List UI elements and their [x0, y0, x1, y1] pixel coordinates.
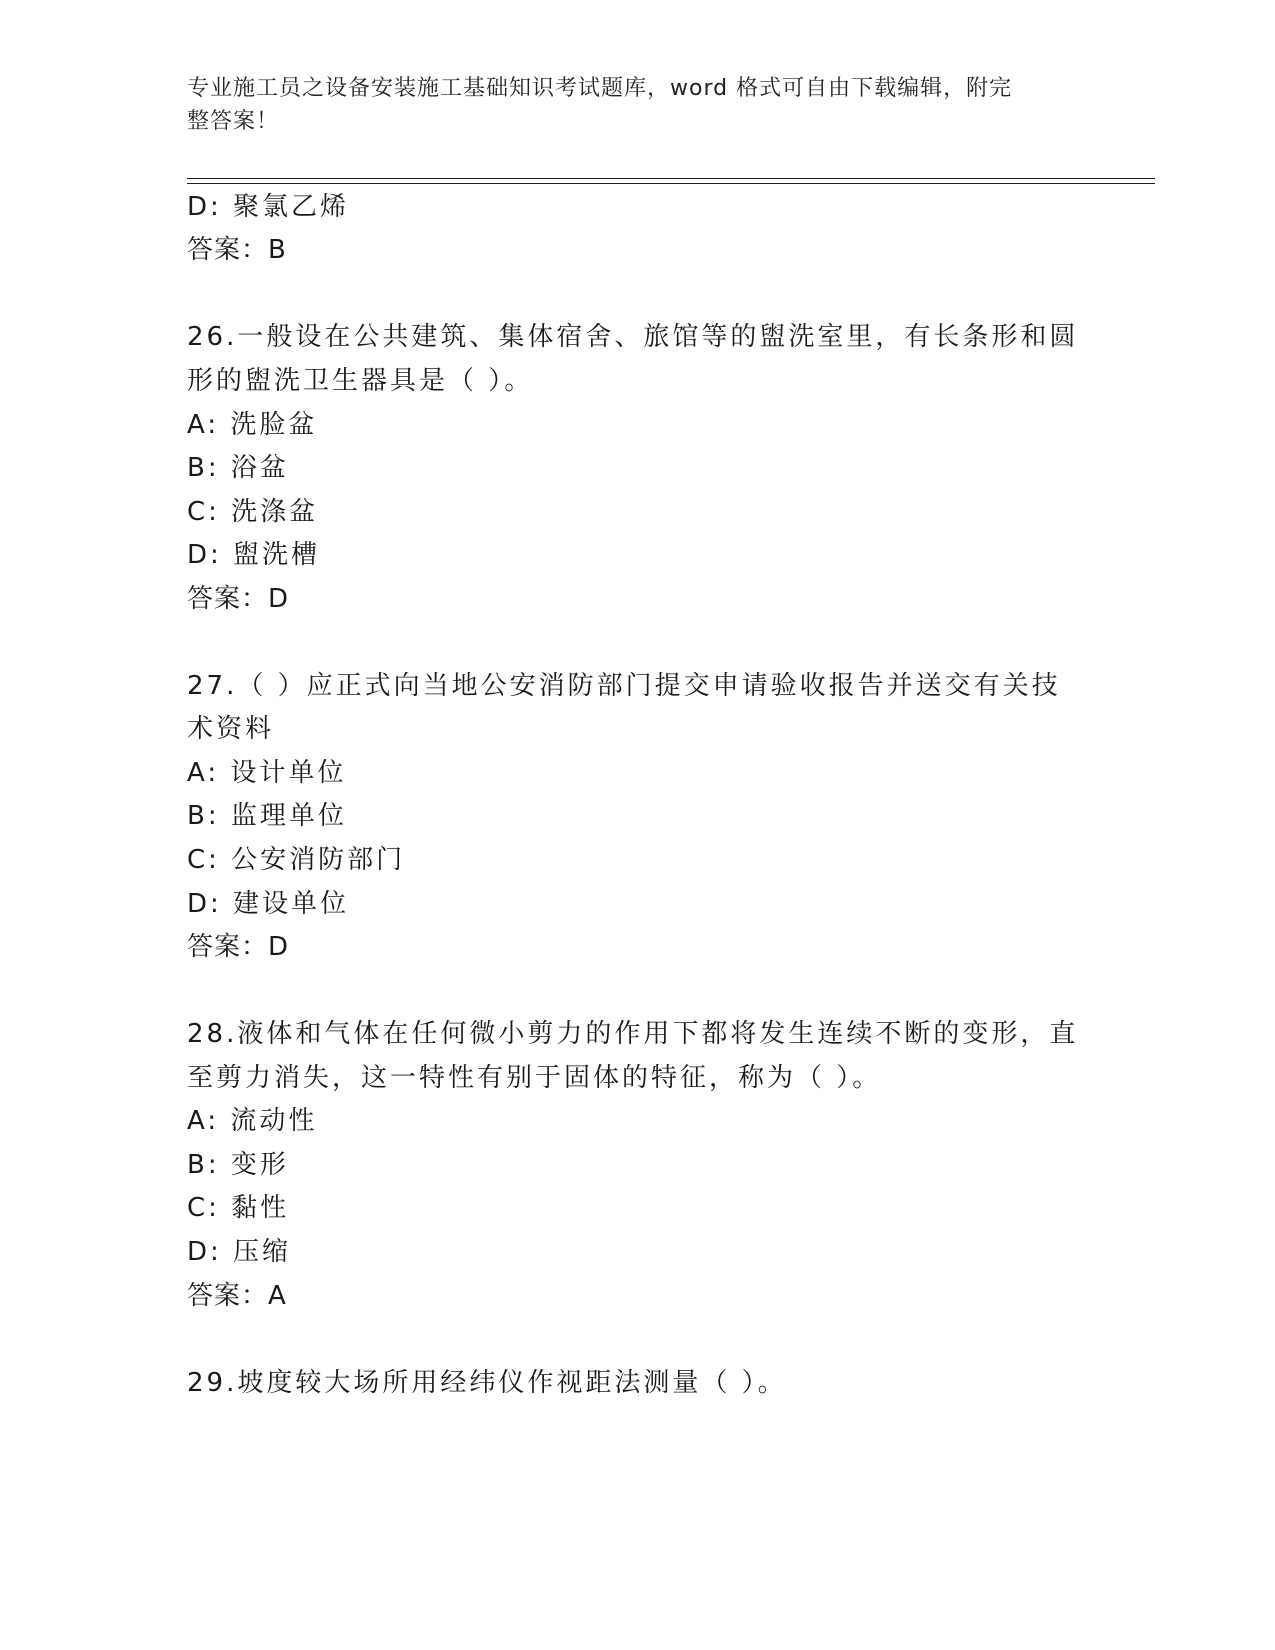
q28-option-c: C: 黏性	[187, 1193, 290, 1223]
q26-option-c: C: 洗涤盆	[187, 497, 319, 527]
q26-option-a: A: 洗脸盆	[187, 410, 318, 440]
q28-stem-line-1: 28.液体和气体在任何微小剪力的作用下都将发生连续不断的变形，直	[187, 1019, 1079, 1049]
q25-option-d: D: 聚氯乙烯	[187, 192, 350, 222]
q27-option-a: A: 设计单位	[187, 758, 347, 788]
q27-stem-line-2: 术资料	[187, 714, 275, 744]
q29-stem-line-1: 29.坡度较大场所用经纬仪作视距法测量（ ）。	[187, 1368, 787, 1398]
q27-answer: 答案：D	[187, 932, 290, 962]
q26-option-b: B: 浴盆	[187, 453, 289, 483]
q26-stem-line-1: 26.一般设在公共建筑、集体宿舍、旅馆等的盥洗室里，有长条形和圆	[187, 322, 1079, 352]
header-line-1: 专业施工员之设备安装施工基础知识考试题库，word 格式可自由下载编辑，附完	[187, 76, 1013, 101]
q26-option-d: D: 盥洗槽	[187, 540, 321, 570]
q25-answer: 答案：B	[187, 235, 287, 265]
q27-option-d: D: 建设单位	[187, 889, 350, 919]
header-rule-top	[187, 178, 1155, 179]
q27-stem-line-1: 27.（ ）应正式向当地公安消防部门提交申请验收报告并送交有关技	[187, 671, 1061, 701]
header-rule-bottom	[187, 183, 1155, 184]
q28-answer: 答案：A	[187, 1281, 287, 1311]
q26-stem-line-2: 形的盥洗卫生器具是（ ）。	[187, 366, 534, 396]
q28-option-b: B: 变形	[187, 1150, 289, 1180]
document-header	[187, 72, 1087, 138]
header-line-2: 整答案！	[187, 109, 280, 134]
q26-answer: 答案：D	[187, 584, 290, 614]
q27-option-b: B: 监理单位	[187, 801, 347, 831]
q27-option-c: C: 公安消防部门	[187, 845, 406, 875]
q28-option-d: D: 压缩	[187, 1237, 292, 1267]
q28-option-a: A: 流动性	[187, 1106, 318, 1136]
q28-stem-line-2: 至剪力消失，这一特性有别于固体的特征，称为（ ）。	[187, 1063, 882, 1093]
